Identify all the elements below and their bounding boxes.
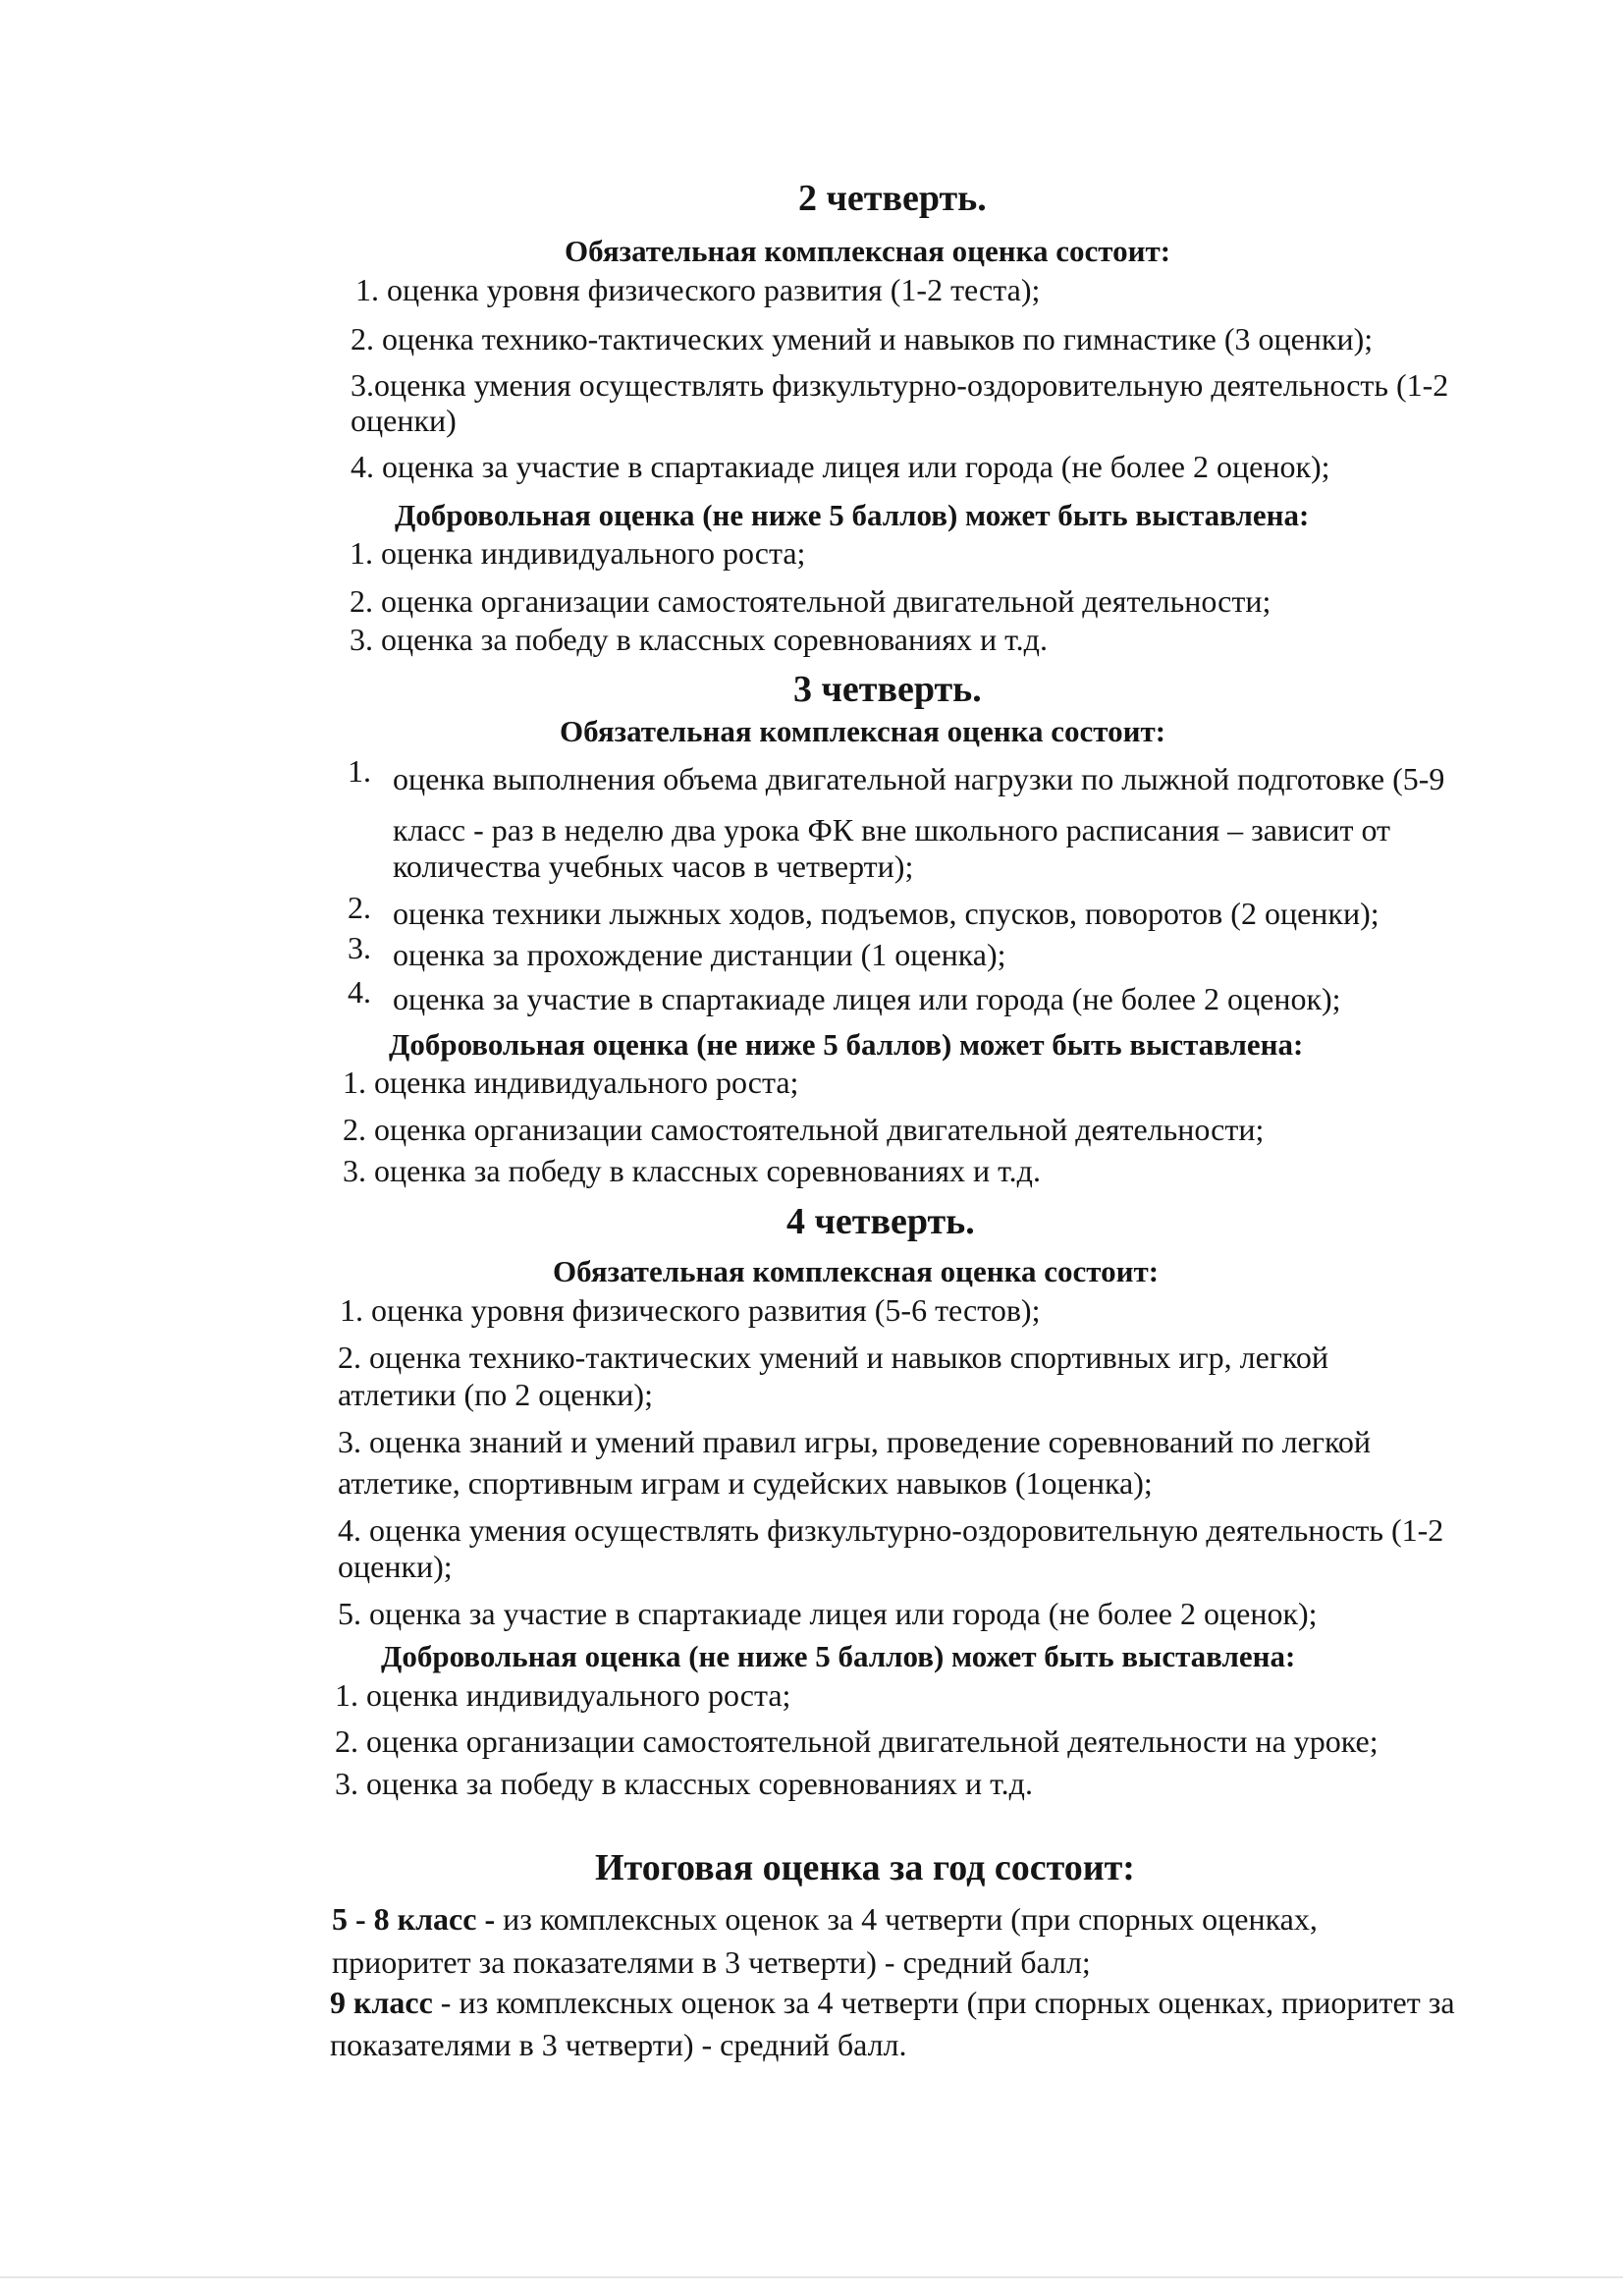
q4-mandatory-heading: Обязательная комплексная оценка состоит: — [553, 1254, 1160, 1288]
q3-voluntary-item-1: 1. оценка индивидуального роста; — [343, 1065, 799, 1100]
final-grade-9-text: - из комплексных оценок за 4 четверти (при спорных оценках, приоритет за — [432, 1985, 1455, 2020]
final-heading: Итоговая оценка за год состоит: — [595, 1847, 1135, 1888]
q3-mandatory-item-1-cont: класс - раз в неделю два урока ФК вне школьного расписания – зависит от — [393, 812, 1391, 847]
final-paragraph-2-line-2: показателями в 3 четверти) - средний балл. — [330, 2027, 907, 2062]
q4-title: 4 четверть. — [786, 1201, 975, 1242]
q4-mandatory-item-1: 1. оценка уровня физического развития (5-6 тестов); — [340, 1292, 1041, 1328]
q2-voluntary-item-3: 3. оценка за победу в классных соревнованиях и т.д. — [350, 622, 1048, 657]
q2-mandatory-item-3: 3.оценка умения осуществлять физкультурно-оздоровительную деятельность (1-2 — [351, 367, 1449, 403]
q3-mandatory-item-1: оценка выполнения объема двигательной нагрузки по лыжной подготовке (5-9 — [393, 761, 1445, 796]
q3-mandatory-item-1-cont2: количества учебных часов в четверти); — [393, 848, 914, 884]
q3-item-1-number: 1. — [348, 753, 371, 789]
q3-title: 3 четверть. — [793, 669, 982, 710]
final-grade-5-8-label: 5 - 8 класс - — [332, 1901, 496, 1937]
q3-item-2-number: 2. — [348, 890, 371, 925]
q2-voluntary-heading: Добровольная оценка (не ниже 5 баллов) может быть выставлена: — [395, 498, 1310, 532]
q3-item-3-number: 3. — [348, 930, 371, 965]
q3-mandatory-heading: Обязательная комплексная оценка состоит: — [560, 714, 1166, 748]
q4-mandatory-item-4-cont: оценки); — [338, 1549, 453, 1584]
q3-voluntary-heading: Добровольная оценка (не ниже 5 баллов) может быть выставлена: — [389, 1027, 1304, 1062]
q2-mandatory-item-3-cont: оценки) — [351, 403, 457, 438]
q4-mandatory-item-5: 5. оценка за участие в спартакиаде лицея или города (не более 2 оценок); — [338, 1596, 1318, 1631]
q2-mandatory-item-4: 4. оценка за участие в спартакиаде лицея или города (не более 2 оценок); — [351, 449, 1330, 484]
q2-mandatory-item-1: 1. оценка уровня физического развития (1-2 теста); — [355, 272, 1041, 307]
q4-mandatory-item-3-cont: атлетике, спортивным играм и судейских навыков (1оценка); — [338, 1465, 1153, 1501]
q3-voluntary-item-3: 3. оценка за победу в классных соревнованиях и т.д. — [343, 1153, 1041, 1188]
q4-voluntary-heading: Добровольная оценка (не ниже 5 баллов) может быть выставлена: — [381, 1639, 1296, 1673]
q2-mandatory-item-2: 2. оценка технико-тактических умений и навыков по гимнастике (3 оценки); — [351, 321, 1374, 356]
final-paragraph-1-line-1 — [332, 1899, 1318, 1939]
final-paragraph-1-line-2: приоритет за показателями в 3 четверти) - средний балл; — [332, 1944, 1091, 1980]
q4-voluntary-item-1: 1. оценка индивидуального роста; — [335, 1677, 791, 1713]
q4-mandatory-item-3: 3. оценка знаний и умений правил игры, проведение соревнований по легкой — [338, 1424, 1372, 1459]
q2-voluntary-item-1: 1. оценка индивидуального роста; — [350, 535, 806, 571]
final-paragraph-2-line-1 — [330, 1983, 1455, 2022]
q4-mandatory-item-2: 2. оценка технико-тактических умений и навыков спортивных игр, легкой — [338, 1339, 1328, 1375]
q4-voluntary-item-2: 2. оценка организации самостоятельной двигательной деятельности на уроке; — [335, 1723, 1379, 1759]
scan-edge-line — [0, 2276, 1623, 2278]
final-grade-5-8-text: из комплексных оценок за 4 четверти (при спорных оценках, — [495, 1901, 1318, 1937]
final-grade-9-label: 9 класс — [330, 1985, 433, 2020]
q3-mandatory-item-3: оценка за прохождение дистанции (1 оценка); — [393, 937, 1006, 972]
q3-item-4-number: 4. — [348, 974, 371, 1010]
q2-voluntary-item-2: 2. оценка организации самостоятельной двигательной деятельности; — [350, 583, 1271, 619]
q3-mandatory-item-2: оценка техники лыжных ходов, подъемов, спусков, поворотов (2 оценки); — [393, 896, 1380, 931]
q2-title: 2 четверть. — [798, 178, 987, 219]
q4-mandatory-item-4: 4. оценка умения осуществлять физкультурно-оздоровительную деятельность (1-2 — [338, 1512, 1444, 1548]
q4-mandatory-item-2-cont: атлетики (по 2 оценки); — [338, 1377, 653, 1412]
q3-mandatory-item-4: оценка за участие в спартакиаде лицея или города (не более 2 оценок); — [393, 981, 1341, 1016]
q3-voluntary-item-2: 2. оценка организации самостоятельной двигательной деятельности; — [343, 1112, 1265, 1147]
q4-voluntary-item-3: 3. оценка за победу в классных соревнованиях и т.д. — [335, 1766, 1033, 1801]
q2-mandatory-heading: Обязательная комплексная оценка состоит: — [565, 234, 1171, 268]
